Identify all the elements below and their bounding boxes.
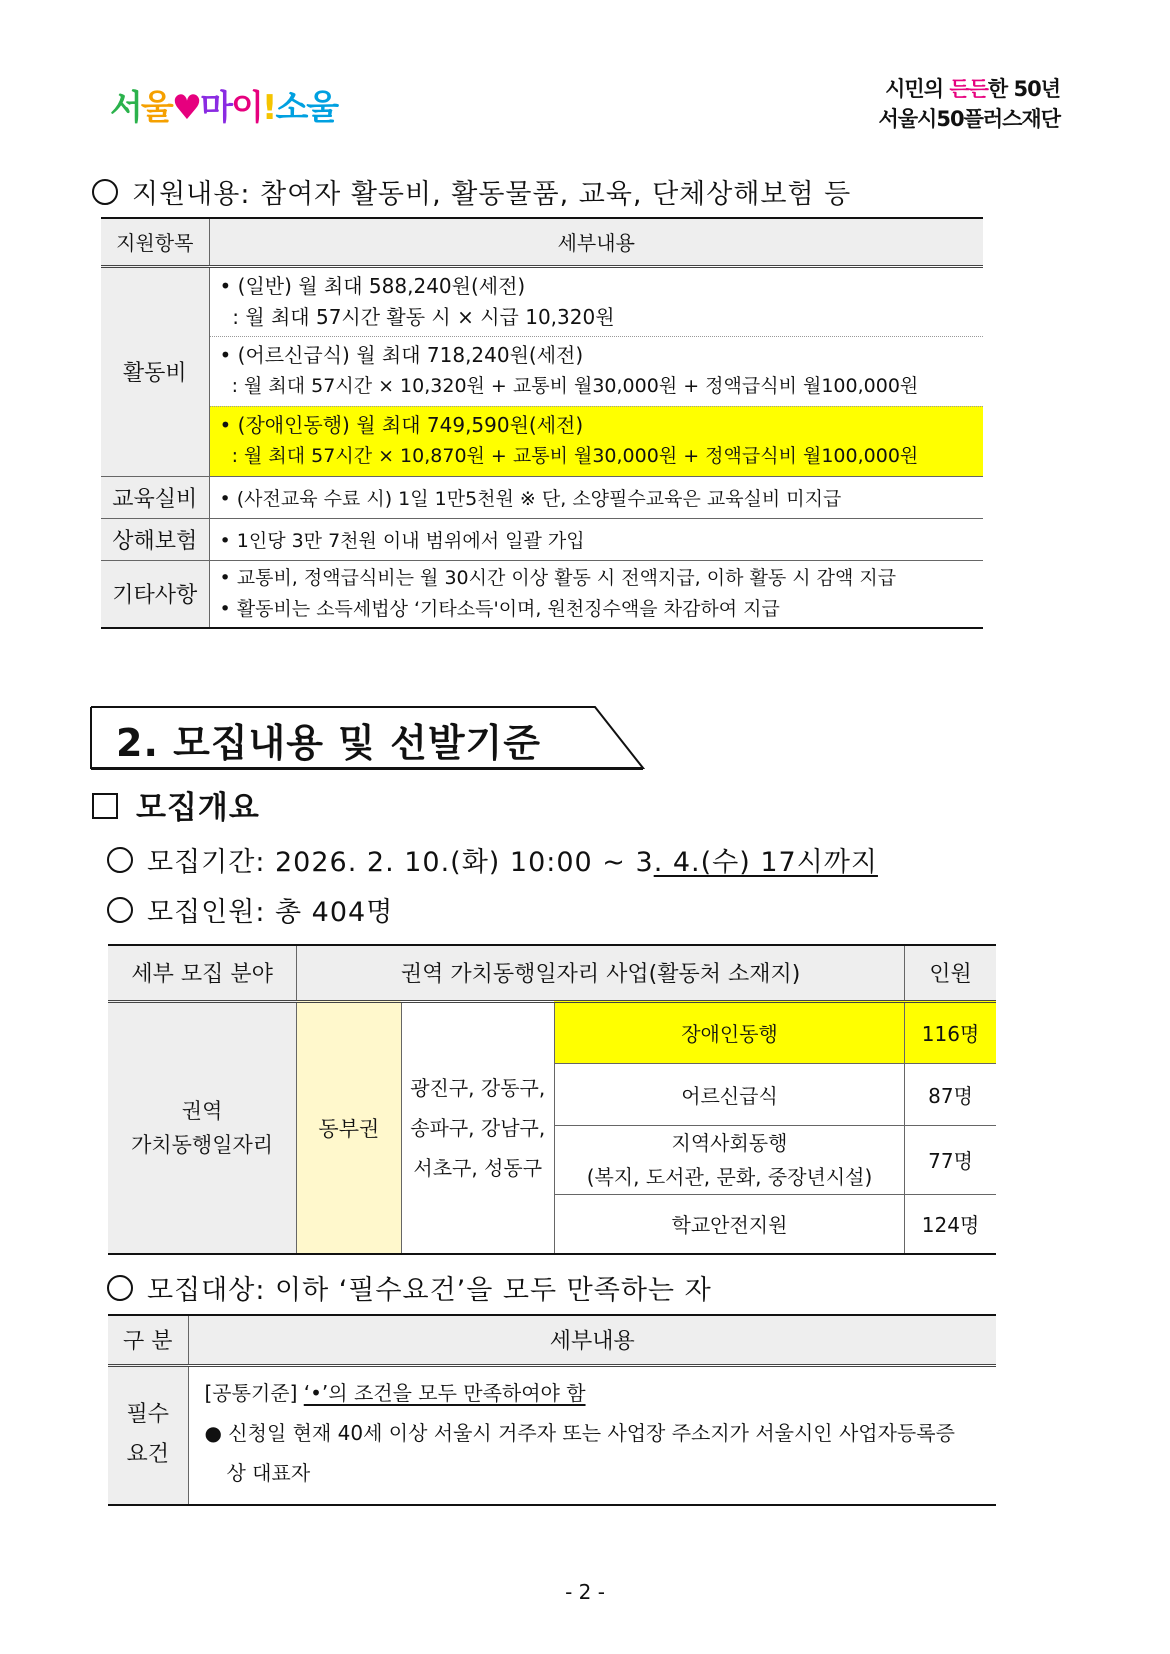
project-count: 87명 bbox=[905, 1063, 996, 1125]
project-row: 어르신급식 bbox=[554, 1063, 904, 1125]
project-row: 학교안전지원 bbox=[554, 1194, 904, 1254]
edu-text: • (사전교육 수료 시) 1일 1만5천원 ※ 단, 소양필수교육은 교육실비 미지급 bbox=[209, 476, 983, 518]
activity-label: 활동비 bbox=[101, 266, 209, 476]
support-table bbox=[101, 217, 983, 629]
requirements-table bbox=[108, 1314, 996, 1506]
etc-text: • 교통비, 정액급식비는 월 30시간 이상 활동 시 전액지급, 이하 활동 시 감액 지급 • 활동비는 소득세법상 ‘기타소득'이며, 원천징수액을 차감하여 지급 bbox=[219, 566, 897, 620]
recruit-table bbox=[108, 944, 996, 1255]
circle-bullet-icon bbox=[107, 847, 133, 873]
insurance-label: 상해보험 bbox=[101, 518, 209, 560]
required-label: 필수 요건 bbox=[108, 1365, 188, 1505]
required-details: [공통기준] ‘•’의 조건을 모두 만족하여야 함 ● 신청일 현재 40세 이상 서울시 거주자 또는 사업장 주소지가 서울시인 사업자등록증 상 대표자 bbox=[204, 1380, 955, 1485]
col-details: 세부내용 bbox=[209, 218, 983, 266]
col-details: 세부내용 bbox=[188, 1315, 996, 1365]
activity-row-senior-meal: • (어르신급식) 월 최대 718,240원(세전) : 월 최대 57시간 × 10,320원 + 교통비 월30,000원 + 정액급식비 월100,000원 bbox=[209, 336, 983, 406]
col-support-item: 지원항목 bbox=[101, 218, 209, 266]
col-project: 권역 가치동행일자리 사업(활동처 소재지) bbox=[297, 945, 905, 1001]
region-cell: 동부권 bbox=[297, 1001, 401, 1254]
seoul-my-soul-logo: 서울♥마이!소울 bbox=[110, 88, 338, 128]
project-row: 장애인동행 bbox=[554, 1001, 904, 1063]
circle-bullet-icon bbox=[92, 179, 118, 205]
period-line: 모집기간: 2026. 2. 10.(화) 10:00 ~ 3. 4.(수) 17시까지 bbox=[107, 840, 878, 879]
page-number: - 2 - bbox=[565, 1580, 605, 1604]
support-line: 지원내용: 참여자 활동비, 활동물품, 교육, 단체상해보험 등 bbox=[92, 172, 851, 211]
square-bullet-icon bbox=[92, 793, 118, 819]
etc-label: 기타사항 bbox=[101, 560, 209, 628]
headcount-line: 모집인원: 총 404명 bbox=[107, 890, 393, 929]
foundation-brand: 시민의 든든한 50년 서울시50플러스재단 bbox=[878, 77, 1060, 131]
field-cell: 권역 가치동행일자리 bbox=[108, 1001, 297, 1254]
districts-cell: 광진구, 강동구, 송파구, 강남구, 서초구, 성동구 bbox=[401, 1001, 554, 1254]
project-row: 지역사회동행 (복지, 도서관, 문화, 중장년시설) bbox=[554, 1125, 904, 1194]
project-count: 124명 bbox=[921, 1213, 980, 1238]
project-count: 116명 bbox=[905, 1001, 996, 1063]
overview-title: 모집개요 bbox=[92, 782, 260, 827]
col-field: 세부 모집 분야 bbox=[108, 945, 297, 1001]
circle-bullet-icon bbox=[107, 1275, 133, 1301]
activity-row-disability: • (장애인동행) 월 최대 749,590원(세전) : 월 최대 57시간 × 10,870원 + 교통비 월30,000원 + 정액급식비 월100,000원 bbox=[209, 406, 983, 476]
activity-row-general: • (일반) 월 최대 588,240원(세전) : 월 최대 57시간 활동 시 × 시급 10,320원 bbox=[209, 266, 983, 336]
insurance-text: • 1인당 3만 7천원 이내 범위에서 일괄 가입 bbox=[209, 518, 983, 560]
section-2-title: 2. 모집내용 및 선발기준 bbox=[90, 706, 645, 770]
circle-bullet-icon bbox=[107, 897, 133, 923]
col-headcount: 인원 bbox=[905, 945, 996, 1001]
edu-label: 교육실비 bbox=[101, 476, 209, 518]
col-category: 구 분 bbox=[108, 1315, 188, 1365]
project-count: 77명 bbox=[905, 1125, 996, 1194]
target-line: 모집대상: 이하 ‘필수요건’을 모두 만족하는 자 bbox=[107, 1268, 712, 1307]
